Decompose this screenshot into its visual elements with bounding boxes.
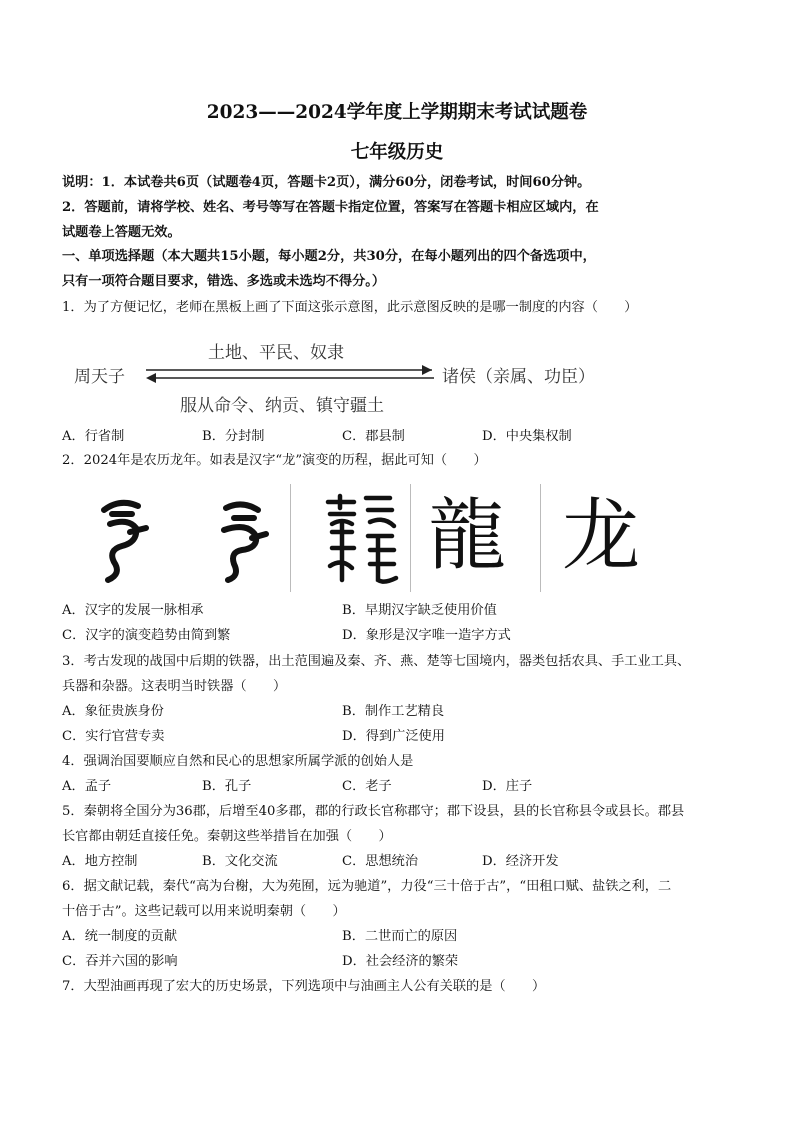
section-heading-line-2: 只有一项符合题目要求，错选、多选或未选均不得分。）	[62, 274, 386, 289]
q2-option-a: A．汉字的发展一脉相承	[62, 603, 204, 618]
q2-option-d: D．象形是汉字唯一造字方式	[342, 628, 511, 643]
table-divider	[290, 484, 291, 592]
q5-stem-line-1: 5．秦朝将全国分为36郡，后增至40多郡，郡的行政长官称郡守；郡下设县，县的长官称县令或县长。郡县	[62, 804, 685, 819]
q1-option-a: A．行省制	[62, 429, 125, 444]
arrow-left-head	[146, 373, 156, 383]
q3-option-a: A．象征贵族身份	[62, 704, 164, 719]
q1-option-b: B．分封制	[202, 429, 265, 444]
q1-option-d: D．中央集权制	[482, 429, 572, 444]
q5-stem-line-2: 长官都由朝廷直接任免。秦朝这些举措旨在加强（ ）	[62, 829, 392, 844]
section-heading-line-1: 一、单项选择题（本大题共15小题，每小题2分，共30分，在每小题列出的四个备选项中，	[62, 249, 596, 264]
q5-option-d: D．经济开发	[482, 854, 559, 869]
q3-stem-line-1: 3．考古发现的战国中后期的铁器，出土范围遍及秦、齐、燕、楚等七国境内，器类包括农具、手工业工具、	[62, 654, 691, 669]
q6-option-d: D．社会经济的繁荣	[342, 954, 459, 969]
q2-option-c: C．汉字的演变趋势由简到繁	[62, 628, 231, 643]
arrow-right-head	[422, 365, 432, 375]
q2-stem: 2．2024年是农历龙年。如表是汉字“龙”演变的历程，据此可知（ ）	[62, 453, 487, 468]
table-divider	[540, 484, 541, 592]
diagram-left-label: 周天子	[74, 367, 125, 387]
diagram-top-label: 土地、平民、奴隶	[208, 343, 344, 363]
q3-option-b: B．制作工艺精良	[342, 704, 445, 719]
q6-option-b: B．二世而亡的原因	[342, 929, 458, 944]
q5-option-c: C．思想统治	[342, 854, 419, 869]
q6-stem-line-2: 十倍于古”。这些记载可以用来说明秦朝（ ）	[62, 904, 346, 919]
q6-option-a: A．统一制度的贡献	[62, 929, 178, 944]
traditional-dragon-glyph: 龍	[428, 491, 507, 581]
q1-option-c: C．郡县制	[342, 429, 405, 444]
q5-option-b: B．文化交流	[202, 854, 278, 869]
q2-option-b: B．早期汉字缺乏使用价值	[342, 603, 497, 618]
instructions-line-3: 试题卷上答题无效。	[62, 225, 181, 240]
q4-option-c: C．老子	[342, 779, 392, 794]
q3-option-c: C．实行官营专卖	[62, 729, 165, 744]
q4-option-a: A．孟子	[62, 779, 112, 794]
diagram-bottom-label: 服从命令、纳贡、镇守疆土	[180, 396, 384, 416]
q3-stem-line-2: 兵器和杂器。这表明当时铁器（ ）	[62, 679, 287, 694]
q7-stem: 7．大型油画再现了宏大的历史场景，下列选项中与油画主人公有关联的是（ ）	[62, 979, 546, 994]
bronze-dragon-glyph	[208, 488, 278, 588]
instructions-line-2: 2．答题前，请将学校、姓名、考号等写在答题卡指定位置，答案写在答题卡相应区域内，在	[62, 200, 599, 215]
q6-stem-line-1: 6．据文献记载，秦代“高为台榭，大为苑囿，远为驰道”，力役“三十倍于古”，“田租口赋、盐铁之利，二	[62, 879, 672, 894]
exam-subtitle: 七年级历史	[350, 142, 444, 163]
q3-option-d: D．得到广泛使用	[342, 729, 445, 744]
seal-dragon-glyph	[318, 488, 402, 588]
q4-option-d: D．庄子	[482, 779, 533, 794]
diagram-arrows	[140, 362, 440, 386]
q4-option-b: B．孔子	[202, 779, 252, 794]
simplified-dragon-glyph: 龙	[562, 491, 641, 581]
table-divider	[410, 484, 411, 592]
instructions-line-1: 说明：1．本试卷共6页（试题卷4页，答题卡2页），满分60分，闭卷考试，时间60分钟。	[62, 175, 591, 190]
diagram-right-label: 诸侯（亲属、功臣）	[442, 367, 595, 387]
exam-title: 2023——2024学年度上学期期末考试试题卷	[206, 102, 588, 123]
q1-stem: 1．为了方便记忆，老师在黑板上画了下面这张示意图，此示意图反映的是哪一制度的内容（ ）	[62, 300, 638, 315]
oracle-dragon-glyph	[92, 488, 162, 588]
q4-stem: 4．强调治国要顺应自然和民心的思想家所属学派的创始人是	[62, 754, 414, 769]
q6-option-c: C．吞并六国的影响	[62, 954, 178, 969]
q5-option-a: A．地方控制	[62, 854, 138, 869]
